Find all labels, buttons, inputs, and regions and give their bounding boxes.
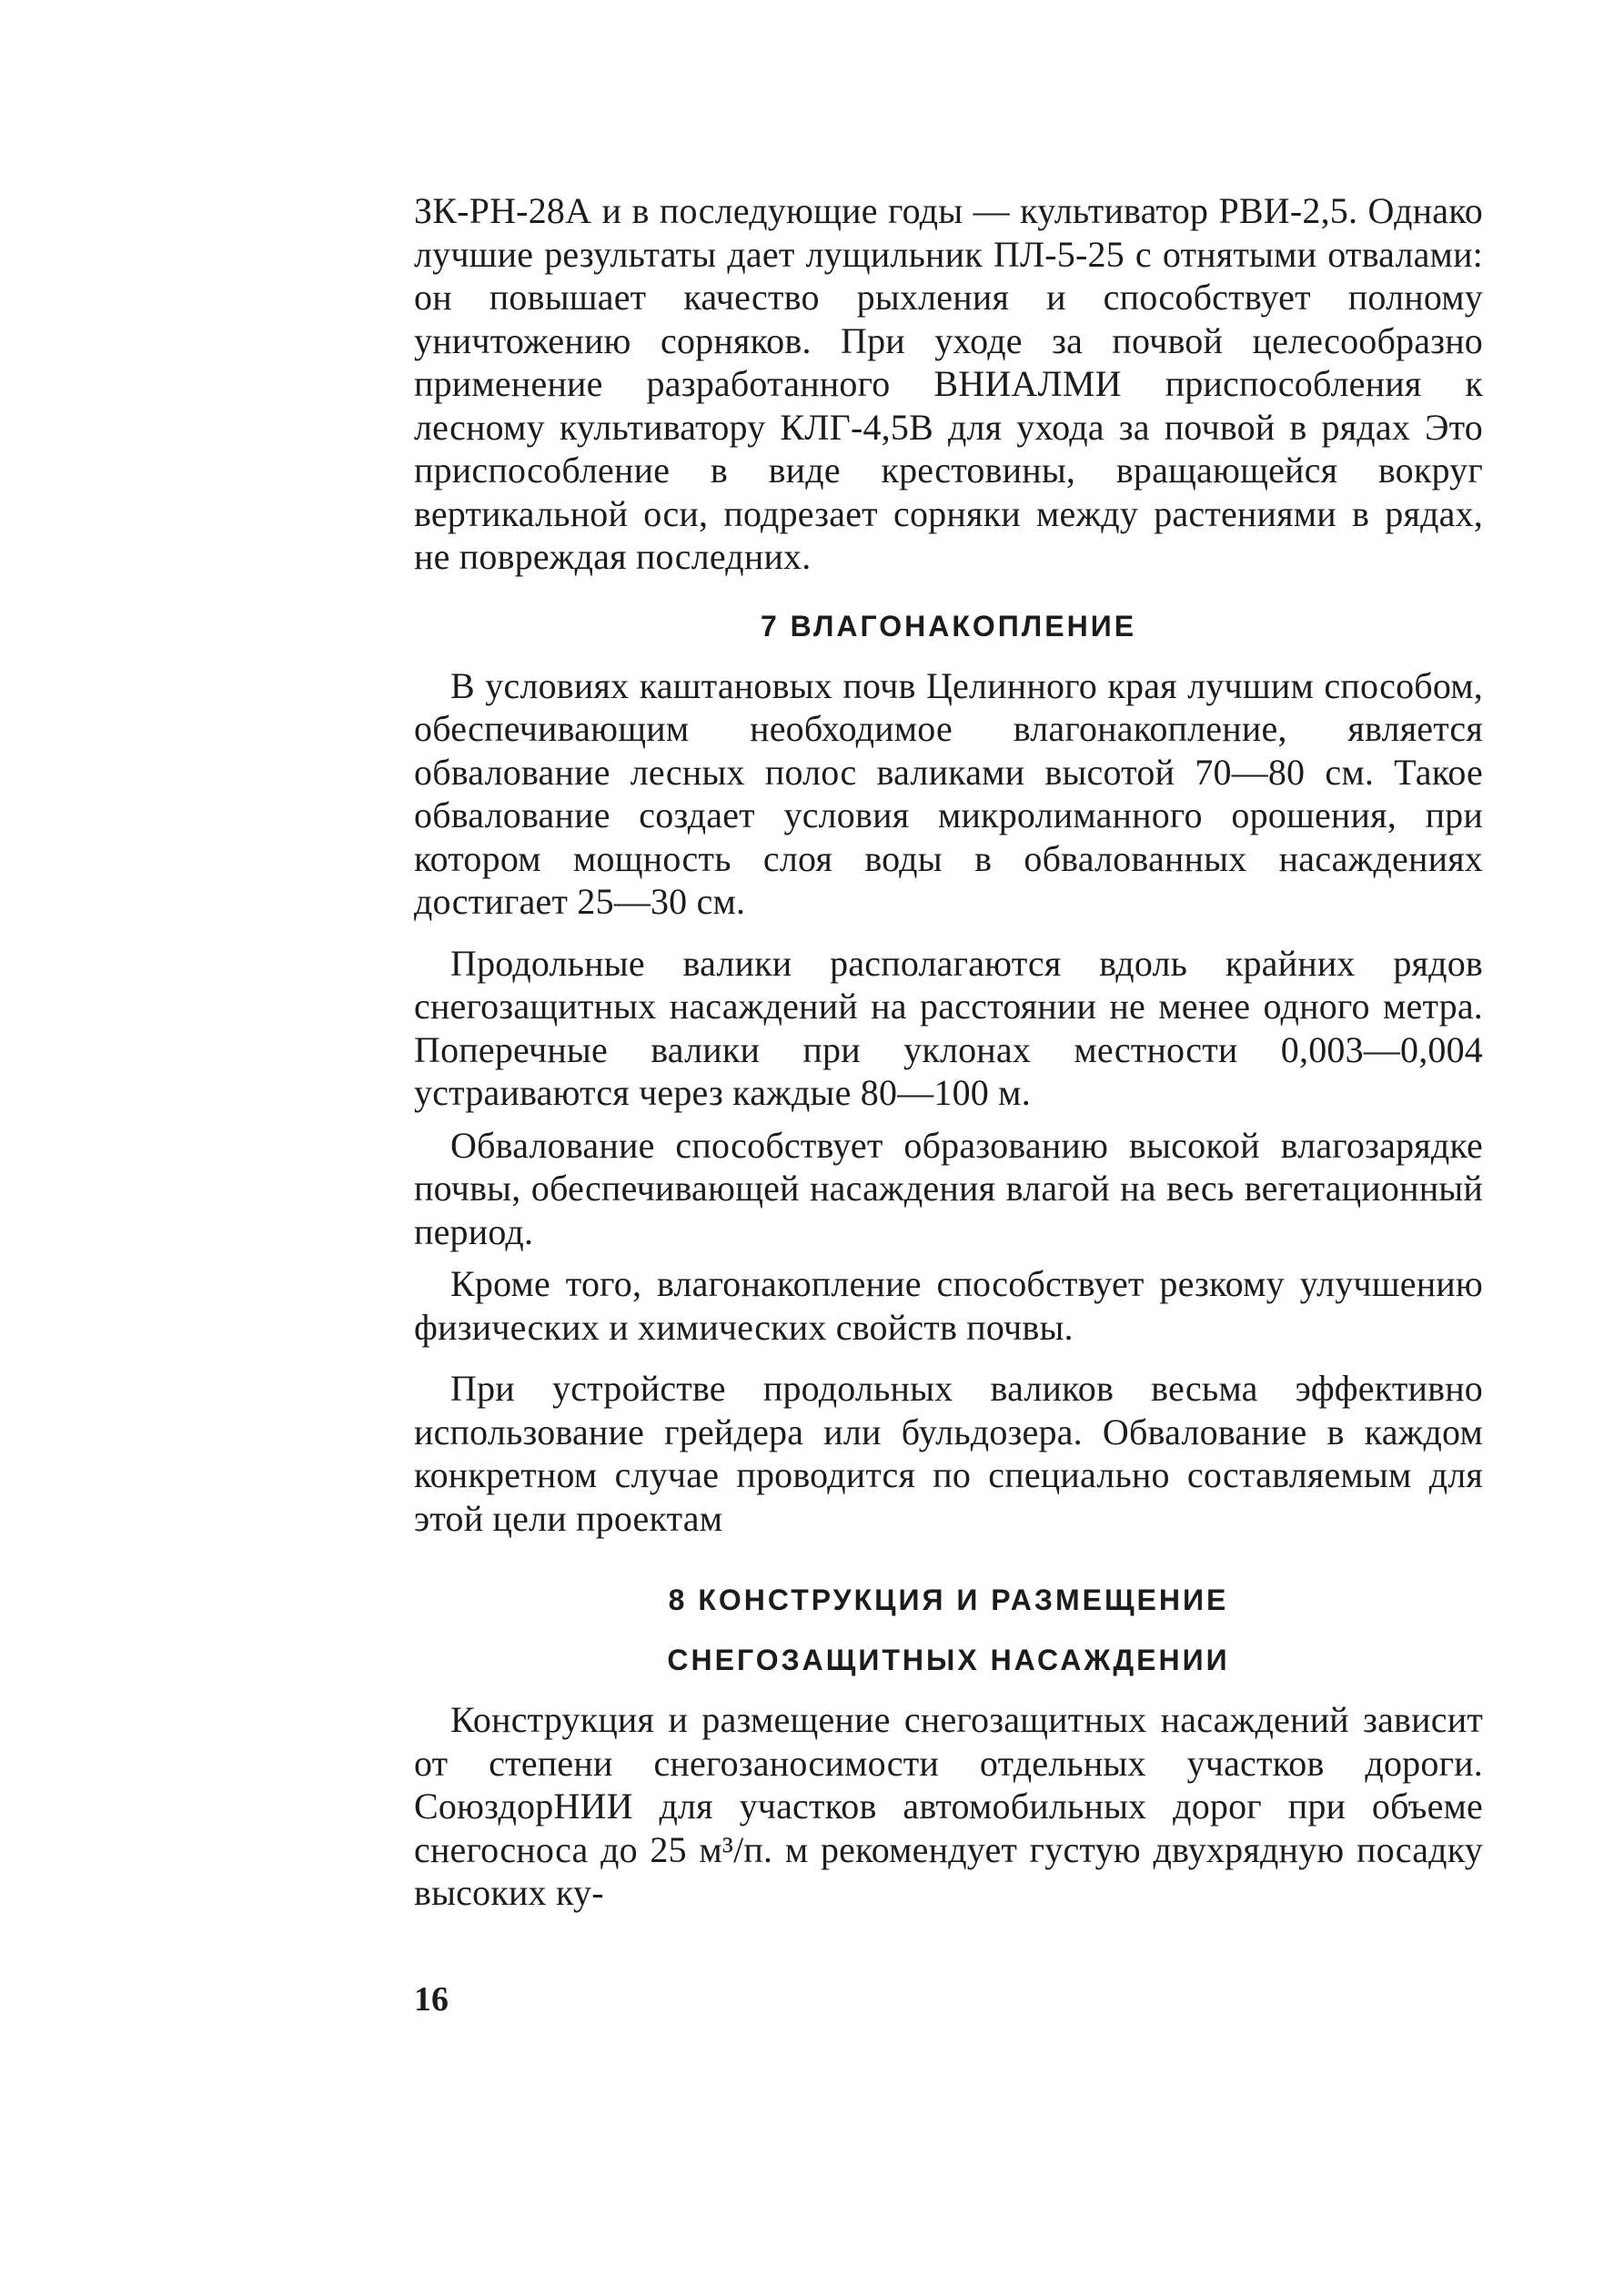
paragraph-moisture-method: В условиях каштановых почв Целинного края лучшим способом, обеспечивающим необходимое влагонакопление, является обвалование лесных полос валиками высотой 70—80 см. Такое обвалование создает условия микролиманного орошения, при котором мощность слоя воды в обвалованных насаждениях достигает 25—30 см. <box>414 664 1483 922</box>
section-8-heading-line-2: СНЕГОЗАЩИТНЫХ НАСАЖДЕНИИ <box>667 1644 1230 1676</box>
section-8-heading-line-1: 8 КОНСТРУКЦИЯ И РАЗМЕЩЕНИЕ <box>668 1584 1229 1616</box>
paragraph-soil-properties: Кроме того, влагонакопление способствует резкому улучшению физических и химических свойств почвы. <box>414 1263 1483 1348</box>
paragraph-continuation: ЗК-РН-28А и в последующие годы — культиватор РВИ-2,5. Однако лучшие результаты дает лущильник ПЛ-5-25 с отнятыми отвалами: он повышает качество рыхления и способствует полному уничтожению сорняков. При уходе за почвой целесообразно применение разработанного ВНИАЛМИ приспособления к лесному культиватору КЛГ-4,5В для ухода за почвой в рядах Это приспособление в виде крестовины, вращающейся вокруг вертикальной оси, подрезает сорняки между растениями в рядах, не повреждая последних. <box>414 190 1483 577</box>
paragraph-moisture-recharge: Обвалование способствует образованию высокой влагозарядке почвы, обеспечивающей насаждения влагой на весь вегетационный период. <box>414 1124 1483 1252</box>
section-7-heading: 7 ВЛАГОНАКОПЛЕНИЕ <box>760 609 1137 643</box>
paragraph-longitudinal-ridges: Продольные валики располагаются вдоль крайних рядов снегозащитных насаждений на расстоянии не менее одного метра. Поперечные валики при уклонах местности 0,003—0,004 устраиваются через каждые 80—100 м. <box>414 942 1483 1113</box>
paragraph-grader-usage: При устройстве продольных валиков весьма эффективно использование грейдера или бульдозера. Обвалование в каждом конкретном случае проводится по специально составляемым для этой цели проектам <box>414 1368 1483 1539</box>
paragraph-construction: Конструкция и размещение снегозащитных насаждений зависит от степени снегозаносимости отдельных участков дороги. СоюздорНИИ для участков автомобильных дорог при объеме снегосноса до 25 м³/п. м рекомендует густую двухрядную посадку высоких ку- <box>414 1699 1483 1913</box>
page-number: 16 <box>414 1980 449 2019</box>
text-column <box>414 189 1483 1915</box>
